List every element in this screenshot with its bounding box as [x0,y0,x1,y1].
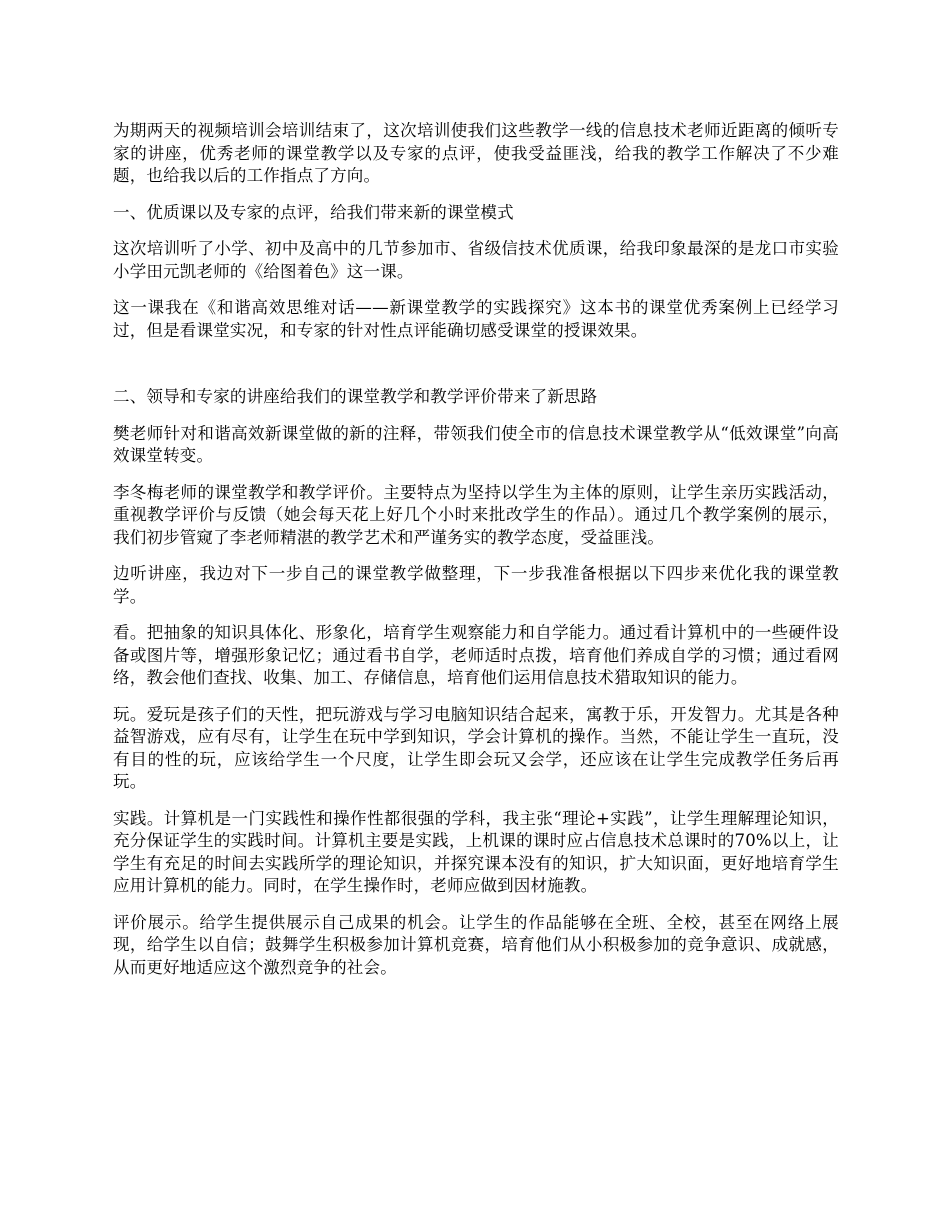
section-1-paragraph: 这次培训听了小学、初中及高中的几节参加市、省级信技术优质课，给我印象最深的是龙口市实验小学田元凯老师的《给图着色》这一课。 [113,239,839,281]
section-2-paragraph: 樊老师针对和谐高效新课堂做的新的注释，带领我们使全市的信息技术课堂教学从“低效课堂”向高效课堂转变。 [113,423,839,465]
intro-paragraph: 为期两天的视频培训会培训结束了，这次培训使我们这些教学一线的信息技术老师近距离的倾听专家的讲座，优秀老师的课堂教学以及专家的点评，使我受益匪浅，给我的教学工作解决了不少难题，也给我以后的工作指点了方向。 [113,121,839,185]
section-spacer [113,356,839,386]
section-2-paragraph: 李冬梅老师的课堂教学和教学评价。主要特点为坚持以学生为主体的原则，让学生亲历实践活动，重视教学评价与反馈（她会每天花上好几个小时来批改学生的作品）。通过几个教学案例的展示，我们初步管窥了李老师精湛的教学艺术和严谨务实的教学态度，受益匪浅。 [113,482,839,547]
section-1-heading: 一、优质课以及专家的点评，给我们带来新的课堂模式 [113,202,514,222]
section-1-paragraph: 这一课我在《和谐高效思维对话——新课堂教学的实践探究》这本书的课堂优秀案例上已经学习过，但是看课堂实况，和专家的针对性点评能确切感受课堂的授课效果。 [113,298,839,340]
document-body [113,120,839,993]
section-2-paragraph: 边听讲座，我边对下一步自己的课堂教学做整理，下一步我准备根据以下四步来优化我的课堂教学。 [113,564,839,606]
section-2-paragraph: 看。把抽象的知识具体化、形象化，培育学生观察能力和自学能力。通过看计算机中的一些硬件设备或图片等，增强形象记忆；通过看书自学，老师适时点拨，培育他们养成自学的习惯；通过看网络，教会他们查找、收集、加工、存储信息，培育他们运用信息技术猎取知识的能力。 [113,623,839,687]
section-2-paragraph: 玩。爱玩是孩子们的天性，把玩游戏与学习电脑知识结合起来，寓教于乐，开发智力。尤其是各种益智游戏，应有尽有，让学生在玩中学到知识，学会计算机的操作。当然，不能让学生一直玩，没有目的性的玩，应该给学生一个尺度，让学生即会玩又会学，还应该在让学生完成教学任务后再玩。 [113,704,839,791]
section-2-paragraph: 评价展示。给学生提供展示自己成果的机会。让学生的作品能够在全班、全校，甚至在网络上展现，给学生以自信；鼓舞学生积极参加计算机竞赛，培育他们从小积极参加的竞争意识、成就感，从而更好地适应这个激烈竞争的社会。 [113,912,839,977]
section-2-paragraph: 实践。计算机是一门实践性和操作性都很强的学科，我主张“理论+实践”，让学生理解理论知识，充分保证学生的实践时间。计算机主要是实践，上机课的课时应占信息技术总课时的70%以上，让学生有充足的时间去实践所学的理论知识，并探究课本没有的知识，扩大知识面，更好地培育学生应用计算机的能力。同时，在学生操作时，老师应做到因材施教。 [113,808,839,895]
section-2-heading: 二、领导和专家的讲座给我们的课堂教学和教学评价带来了新思路 [113,387,598,406]
